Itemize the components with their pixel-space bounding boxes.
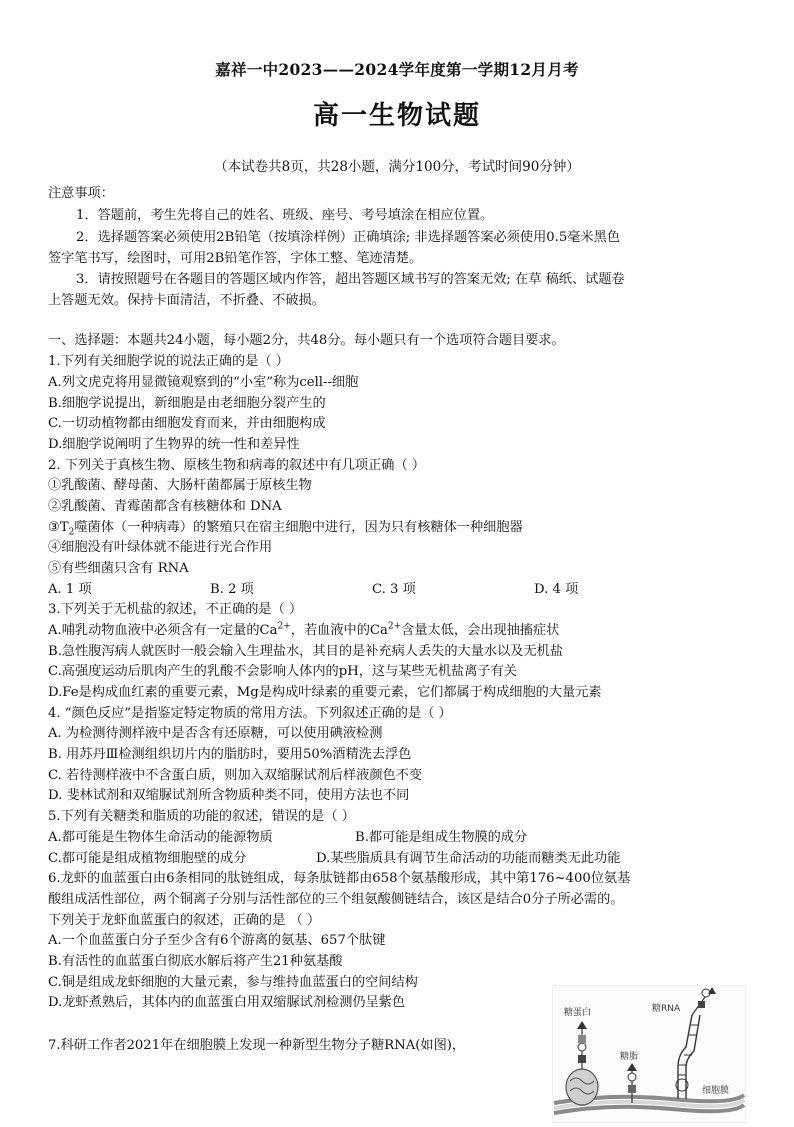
q4-option-b: B. 用苏丹Ⅲ检测组织切片内的脂肪时，要用50%酒精洗去浮色 bbox=[48, 747, 412, 762]
q4-option-c: C. 若待测样液中不含蛋白质，则加入双缩脲试剂后样液颜色不变 bbox=[48, 768, 423, 783]
q2-option-b: B. 2 项 bbox=[210, 582, 254, 597]
notice-3b: 上答题无效。保持卡面清洁，不折叠、不破损。 bbox=[48, 293, 325, 308]
notice-heading: 注意事项： bbox=[48, 186, 114, 201]
q6-option-a: A.一个血蓝蛋白分子至少含有6个游离的氨基、657个肽键 bbox=[48, 933, 386, 948]
q6-stem-1: 6.龙虾的血蓝蛋白由6条相同的肽链组成，每条肽链都由658个氨基酸形成，其中第176~400位氨基 bbox=[48, 871, 631, 886]
q6-option-c: C.铜是组成龙虾细胞的大量元素，参与维持血蓝蛋白的空间结构 bbox=[48, 975, 418, 990]
q2-stem: 2. 下列关于真核生物、原核生物和病毒的叙述中有几项正确（ ） bbox=[48, 458, 426, 473]
q2-options bbox=[48, 580, 578, 600]
q3-stem: 3.下列关于无机盐的叙述，不正确的是（ ） bbox=[48, 602, 303, 617]
label-glycorna: 糖RNA bbox=[652, 1004, 681, 1014]
q3-option-a: A.哺乳动物血液中必须含有一定量的$Ca^{2+}$，若血液中的$Ca^{2+}$含量太低，会出现抽搐症状 bbox=[48, 621, 560, 638]
q2-item-2: ②乳酸菌、青霉菌都含有核糖体和 DNA bbox=[48, 499, 282, 514]
q1-stem: 1.下列有关细胞学说的说法正确的是（ ） bbox=[48, 354, 289, 369]
q5-option-a: A.都可能是生物体生命活动的能源物质 bbox=[48, 830, 273, 845]
q6-option-b: B.有活性的血蓝蛋白彻底水解后将产生21种氨基酸 bbox=[48, 954, 343, 969]
q6-stem-3: 下列关于龙虾血蓝蛋白的叙述，正确的是 （ ） bbox=[48, 913, 321, 928]
q5-options-ab bbox=[48, 828, 527, 848]
q4-stem: 4. “颜色反应”是指鉴定特定物质的常用方法。下列叙述正确的是（ ） bbox=[48, 706, 452, 721]
notice-3a: 3．请按照题号在各题目的答题区域内作答，超出答题区域书写的答案无效; 在草 稿纸、试题卷 bbox=[76, 272, 625, 287]
q2-item-4: ④细胞没有叶绿体就不能进行光合作用 bbox=[48, 540, 273, 555]
membrane-diagram bbox=[552, 985, 746, 1123]
q6-stem-2: 酸组成活性部位，两个铜离子分别与活性部位的三个组氨酸侧链结合，该区是结合0分子所必需的。 bbox=[48, 892, 624, 907]
glyco-rna-figure bbox=[552, 985, 746, 1123]
q3-option-d: D.Fe是构成血红素的重要元素，Mg是构成叶绿素的重要元素，它们都属于构成细胞的大量元素 bbox=[48, 685, 602, 700]
q2-item-3: $③T_2$噬菌体（一种病毒）的繁殖只在宿主细胞中进行，因为只有核糖体一种细胞器 bbox=[48, 520, 523, 538]
section-heading: 一、选择题：本题共24小题，每小题2分，共48分。每小题只有一个选项符合题目要求。 bbox=[48, 333, 565, 348]
q3-option-c: C.高强度运动后肌肉产生的乳酸不会影响人体内的pH，这与某些无机盐离子有关 bbox=[48, 664, 517, 679]
q2-option-c: C. 3 项 bbox=[372, 582, 416, 597]
label-glycolipid: 糖脂 bbox=[620, 1052, 639, 1062]
q5-option-d: D.某些脂质具有调节生命活动的功能而糖类无此功能 bbox=[316, 851, 621, 866]
q5-stem: 5.下列有关糖类和脂质的功能的叙述，错误的是（ ） bbox=[48, 809, 355, 824]
q2-option-a: A. 1 项 bbox=[48, 582, 92, 597]
q4-option-d: D. 斐林试剂和双缩脲试剂所含物质种类不同，使用方法也不同 bbox=[48, 788, 410, 803]
q5-option-c: C.都可能是组成植物细胞壁的成分 bbox=[48, 851, 247, 866]
notice-2a: 2．选择题答案必须使用2B铅笔（按填涂样例）正确填涂; 非选择题答案必须使用0.5毫米黑色 bbox=[76, 230, 621, 245]
q3-option-b: B.急性腹泻病人就医时一般会输入生理盐水，其目的是补充病人丢失的大量水以及无机盐 bbox=[48, 644, 564, 659]
q2-item-1: ①乳酸菌、酵母菌、大肠杆菌都属于原核生物 bbox=[48, 478, 312, 493]
label-membrane: 细胞膜 bbox=[702, 1086, 730, 1096]
exam-info: （本试卷共8页，共28小题，满分100分，考试时间90分钟） bbox=[214, 159, 580, 175]
q4-option-a: A. 为检测待测样液中是否含有还原糖，可以使用碘液检测 bbox=[48, 726, 383, 741]
q2-item-5: ⑤有些细菌只含有 RNA bbox=[48, 561, 189, 576]
exam-title: 高一生物试题 bbox=[312, 101, 481, 131]
q7-stem: 7.科研工作者2021年在细胞膜上发现一种新型生物分子糖RNA(如图)， bbox=[48, 1038, 466, 1053]
q1-option-d: D.细胞学说阐明了生物界的统一性和差异性 bbox=[48, 437, 300, 452]
q5-options-cd bbox=[48, 849, 620, 869]
q5-option-b: B.都可能是组成生物膜的成分 bbox=[355, 830, 528, 845]
notice-1: 1．答题前，考生先将自己的姓名、班级、座号、考号填涂在相应位置。 bbox=[76, 208, 494, 223]
q6-option-d: D.龙虾煮熟后，其体内的血蓝蛋白用双缩脲试剂检测仍呈紫色 bbox=[48, 995, 406, 1010]
label-glycoprotein: 糖蛋白 bbox=[564, 1008, 592, 1018]
q2-option-d: D. 4 项 bbox=[534, 582, 579, 597]
q1-option-c: C.一切动植物都由细胞发育而来，并由细胞构成 bbox=[48, 416, 326, 431]
notice-2b: 签字笔书写，绘图时，可用2B铅笔作答，字体工整、笔迹清楚。 bbox=[48, 251, 423, 266]
q1-option-b: B.细胞学说提出，新细胞是由老细胞分裂产生的 bbox=[48, 396, 326, 411]
q1-option-a: A.列文虎克将用显微镜观察到的“小室”称为cell--细胞 bbox=[48, 375, 359, 390]
exam-header: 嘉祥一中2023——2024学年度第一学期12月月考 bbox=[215, 60, 579, 79]
